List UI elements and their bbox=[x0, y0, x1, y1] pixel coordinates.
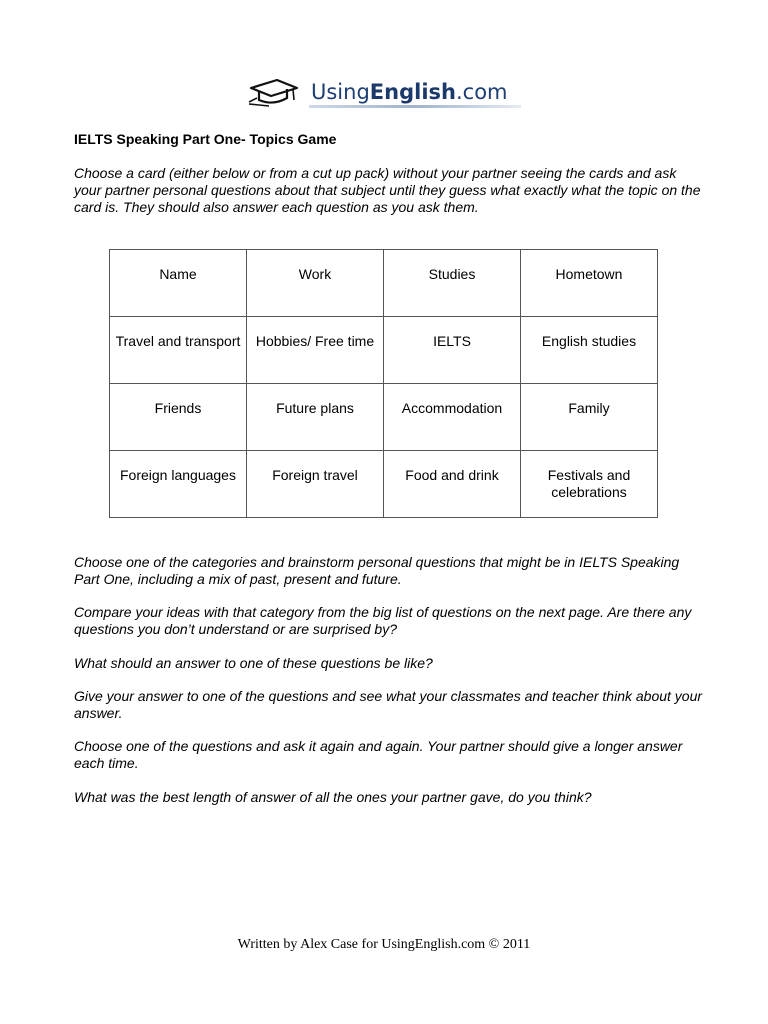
intro-paragraph: Choose a card (either below or from a cut up pack) without your partner seeing the cards and ask your partner personal questions about that subject until they guess what exactly what the topic on the card is. They should also answer each question as you ask them. bbox=[74, 165, 701, 215]
topic-card: Future plans bbox=[247, 384, 384, 451]
graduation-cap-icon bbox=[247, 76, 301, 108]
topic-card: Work bbox=[247, 250, 384, 317]
instruction-paragraph: Compare your ideas with that category from the big list of questions on the next page. Are there any questions you don’t understand or are surprised by? bbox=[74, 604, 692, 637]
topic-card: English studies bbox=[521, 317, 658, 384]
logo-wordmark: UsingEnglish.com bbox=[311, 79, 508, 104]
topic-card: Travel and transport bbox=[110, 317, 247, 384]
table-row bbox=[110, 250, 658, 317]
topic-card: Family bbox=[521, 384, 658, 451]
logo-underline bbox=[309, 105, 521, 108]
instruction-paragraph: What was the best length of answer of all the ones your partner gave, do you think? bbox=[74, 789, 592, 805]
topic-card: Festivals and celebrations bbox=[521, 451, 658, 518]
instruction-paragraph: What should an answer to one of these questions be like? bbox=[74, 655, 433, 671]
instruction-paragraph: Give your answer to one of the questions and see what your classmates and teacher think about your answer. bbox=[74, 688, 703, 721]
topic-card: Foreign travel bbox=[247, 451, 384, 518]
topic-card: Friends bbox=[110, 384, 247, 451]
table-row bbox=[110, 384, 658, 451]
page-title: IELTS Speaking Part One- Topics Game bbox=[74, 131, 337, 147]
topic-card: Hometown bbox=[521, 250, 658, 317]
table-row bbox=[110, 451, 658, 518]
instruction-paragraph: Choose one of the categories and brainstorm personal questions that might be in IELTS Speaking Part One, including a mix of past, present and future. bbox=[74, 554, 680, 587]
site-logo bbox=[247, 74, 508, 110]
topic-card: Food and drink bbox=[384, 451, 521, 518]
topic-card: Studies bbox=[384, 250, 521, 317]
topic-card: Foreign languages bbox=[110, 451, 247, 518]
topic-card: IELTS bbox=[384, 317, 521, 384]
topic-card: Hobbies/ Free time bbox=[247, 317, 384, 384]
topic-card: Name bbox=[110, 250, 247, 317]
topic-cards-table bbox=[109, 249, 658, 518]
topic-card: Accommodation bbox=[384, 384, 521, 451]
footer-credit: Written by Alex Case for UsingEnglish.com © 2011 bbox=[237, 937, 531, 952]
table-row bbox=[110, 317, 658, 384]
instruction-paragraph: Choose one of the questions and ask it again and again. Your partner should give a longer answer each time. bbox=[74, 738, 683, 771]
